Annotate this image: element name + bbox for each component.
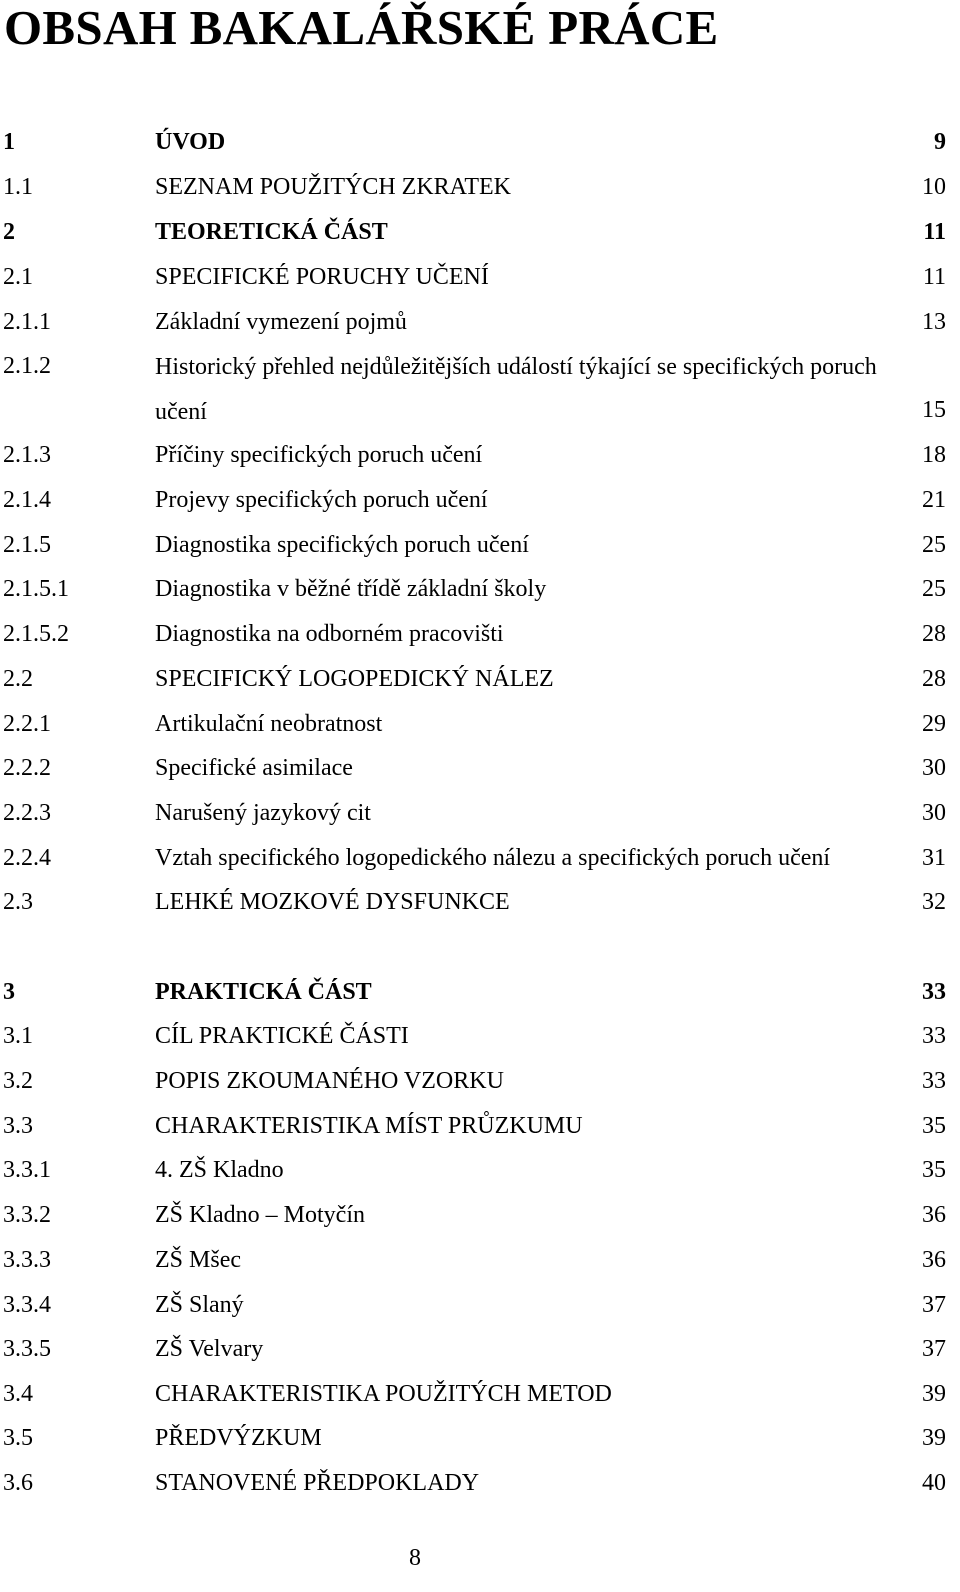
toc-entry-number: 3.3.5	[3, 1336, 51, 1362]
toc-entry-number: 2.2	[3, 666, 33, 692]
toc-entry[interactable]	[0, 1016, 960, 1056]
toc-entry-page: 21	[922, 487, 946, 513]
toc-entry[interactable]	[0, 480, 960, 520]
toc-entry-page: 11	[923, 219, 946, 245]
toc-entry-page: 9	[934, 129, 946, 155]
toc-entry-title: CHARAKTERISTIKA POUŽITÝCH METOD	[155, 1381, 612, 1407]
toc-entry[interactable]	[0, 167, 960, 207]
toc-entry-title: PRAKTICKÁ ČÁST	[155, 979, 372, 1005]
toc-entry-title: Základní vymezení pojmů	[155, 309, 407, 335]
toc-entry-page: 10	[922, 174, 946, 200]
toc-entry-title: Příčiny specifických poruch učení	[155, 442, 483, 468]
toc-entry[interactable]	[0, 1106, 960, 1146]
toc-entry[interactable]	[0, 1150, 960, 1190]
toc-entry-number: 2.2.4	[3, 845, 51, 871]
toc-entry-number: 3.2	[3, 1068, 33, 1094]
toc-entry-title: TEORETICKÁ ČÁST	[155, 219, 388, 245]
toc-entry-page: 15	[922, 397, 946, 423]
toc-entry-page: 37	[922, 1336, 946, 1362]
toc-entry-number: 2.1.5.1	[3, 576, 69, 602]
toc-entry-page: 39	[922, 1381, 946, 1407]
toc-entry-title: ZŠ Slaný	[155, 1292, 244, 1318]
toc-entry-number: 2.1	[3, 264, 33, 290]
toc-entry[interactable]	[0, 257, 960, 297]
toc-entry-page: 36	[922, 1202, 946, 1228]
toc-entry-number: 2.1.2	[3, 353, 51, 379]
toc-entry[interactable]	[0, 1374, 960, 1414]
toc-entry[interactable]	[0, 748, 960, 788]
toc-entry[interactable]	[0, 659, 960, 699]
toc-entry-page: 35	[922, 1113, 946, 1139]
toc-entry-page: 33	[922, 1023, 946, 1049]
toc-entry-title: Diagnostika na odborném pracovišti	[155, 621, 504, 647]
toc-entry-page: 40	[922, 1470, 946, 1496]
toc-entry-number: 3.3.3	[3, 1247, 51, 1273]
toc-entry-page: 30	[922, 755, 946, 781]
toc-entry-number: 3.3.1	[3, 1157, 51, 1183]
toc-entry-page: 13	[922, 309, 946, 335]
toc-entry[interactable]	[0, 435, 960, 475]
toc-entry[interactable]	[0, 1061, 960, 1101]
toc-entry-number: 3.4	[3, 1381, 33, 1407]
toc-entry[interactable]	[0, 1240, 960, 1280]
toc-entry-title: 4. ZŠ Kladno	[155, 1157, 284, 1183]
toc-entry[interactable]	[0, 1418, 960, 1458]
toc-entry-title: ZŠ Kladno – Motyčín	[155, 1202, 365, 1228]
toc-entry-page: 39	[922, 1425, 946, 1451]
toc-entry-page: 33	[922, 979, 946, 1005]
toc-entry[interactable]	[0, 1195, 960, 1235]
toc-entry[interactable]	[0, 302, 960, 342]
toc-entry[interactable]	[0, 614, 960, 654]
toc-entry-title: Specifické asimilace	[155, 755, 353, 781]
toc-entry-page: 29	[922, 711, 946, 737]
toc-entry[interactable]	[0, 838, 960, 878]
toc-entry-title: Diagnostika specifických poruch učení	[155, 532, 529, 558]
toc-entry-number: 3.3.4	[3, 1292, 51, 1318]
toc-entry-page: 25	[922, 532, 946, 558]
toc-entry-page: 28	[922, 666, 946, 692]
toc-entry-title: ZŠ Mšec	[155, 1247, 241, 1273]
toc-entry[interactable]	[0, 345, 960, 435]
toc-entry-page: 18	[922, 442, 946, 468]
toc-entry-page: 37	[922, 1292, 946, 1318]
toc-entry[interactable]	[0, 212, 960, 252]
toc-entry[interactable]	[0, 525, 960, 565]
toc-entry-page: 31	[922, 845, 946, 871]
toc-entry[interactable]	[0, 1463, 960, 1503]
toc-entry[interactable]	[0, 793, 960, 833]
toc-entry-number: 2	[3, 219, 15, 245]
toc-entry-number: 3.1	[3, 1023, 33, 1049]
page-title: OBSAH BAKALÁŘSKÉ PRÁCE	[4, 0, 719, 55]
toc-entry-page: 32	[922, 889, 946, 915]
toc-entry-page: 33	[922, 1068, 946, 1094]
toc-entry-title: Projevy specifických poruch učení	[155, 487, 488, 513]
toc-entry-title: ZŠ Velvary	[155, 1336, 264, 1362]
toc-entry-title: ÚVOD	[155, 129, 226, 155]
toc-entry[interactable]	[0, 122, 960, 162]
toc-entry[interactable]	[0, 569, 960, 609]
toc-entry-title: Historický přehled nejdůležitějších událostí týkající se specifických poruch učení	[155, 354, 877, 425]
toc-entry-title: CHARAKTERISTIKA MÍST PRŮZKUMU	[155, 1113, 583, 1139]
toc-entry-page: 25	[922, 576, 946, 602]
toc-entry[interactable]	[0, 972, 960, 1012]
toc-entry-title: PŘEDVÝZKUM	[155, 1425, 322, 1451]
toc-entry-number: 2.1.5.2	[3, 621, 69, 647]
toc-entry-number: 2.1.5	[3, 532, 51, 558]
toc-entry-number: 1	[3, 129, 15, 155]
toc-entry-page: 36	[922, 1247, 946, 1273]
toc-entry-number: 3.3	[3, 1113, 33, 1139]
toc-entry-number: 2.1.4	[3, 487, 51, 513]
toc-entry-page: 30	[922, 800, 946, 826]
toc-entry-title: CÍL PRAKTICKÉ ČÁSTI	[155, 1023, 409, 1049]
toc-entry-number: 3.6	[3, 1470, 33, 1496]
toc-entry-number: 2.2.2	[3, 755, 51, 781]
toc-entry-number: 3	[3, 979, 15, 1005]
toc-entry-number: 1.1	[3, 174, 33, 200]
toc-entry-title: Vztah specifického logopedického nálezu a specifických poruch učení	[155, 845, 831, 871]
toc-entry-title: POPIS ZKOUMANÉHO VZORKU	[155, 1068, 504, 1094]
toc-entry-number: 3.5	[3, 1425, 33, 1451]
toc-entry[interactable]	[0, 1329, 960, 1369]
toc-entry-title: SEZNAM POUŽITÝCH ZKRATEK	[155, 174, 511, 200]
toc-entry-page: 35	[922, 1157, 946, 1183]
toc-entry-title: SPECIFICKÉ PORUCHY UČENÍ	[155, 264, 489, 290]
toc-entry-page: 28	[922, 621, 946, 647]
toc-entry[interactable]	[0, 1285, 960, 1325]
toc-entry-title: STANOVENÉ PŘEDPOKLADY	[155, 1470, 480, 1496]
toc-entry-number: 3.3.2	[3, 1202, 51, 1228]
toc-entry-page: 11	[922, 264, 946, 290]
toc-entry-title: Artikulační neobratnost	[155, 711, 383, 737]
toc-entry[interactable]	[0, 882, 960, 922]
toc-entry[interactable]	[0, 704, 960, 744]
toc-entry-number: 2.3	[3, 889, 33, 915]
toc-entry-title: LEHKÉ MOZKOVÉ DYSFUNKCE	[155, 889, 510, 915]
toc-entry-number: 2.1.3	[3, 442, 51, 468]
toc-entry-title: Diagnostika v běžné třídě základní školy	[155, 576, 547, 602]
toc-entry-title: SPECIFICKÝ LOGOPEDICKÝ NÁLEZ	[155, 666, 554, 692]
toc-entry-number: 2.2.3	[3, 800, 51, 826]
toc-entry-number: 2.2.1	[3, 711, 51, 737]
page-number: 8	[409, 1545, 421, 1571]
toc-entry-number: 2.1.1	[3, 309, 51, 335]
toc-entry-title: Narušený jazykový cit	[155, 800, 371, 826]
